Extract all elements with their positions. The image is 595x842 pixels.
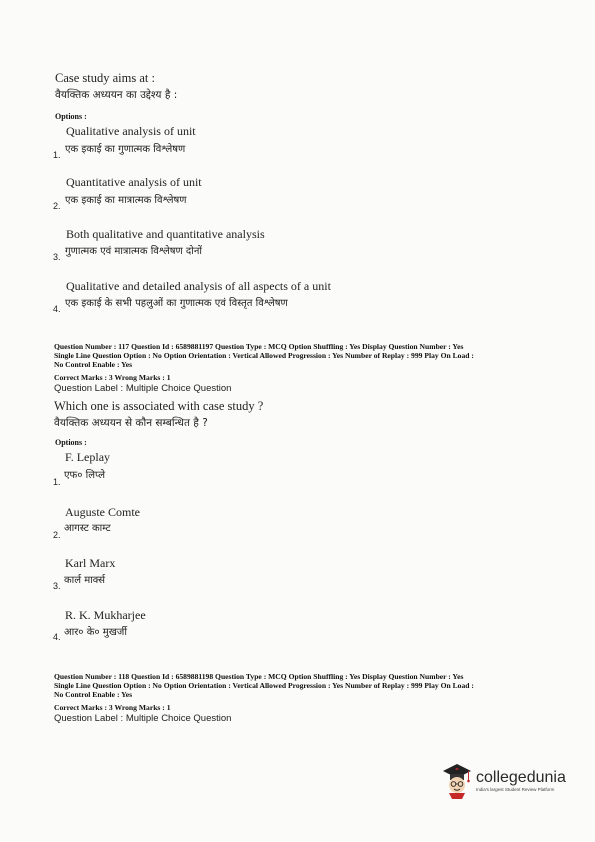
q117-option-2-en: Auguste Comte <box>65 505 140 519</box>
q117-option-4-en: R. K. Mukharjee <box>65 608 146 622</box>
collegedunia-logo <box>441 761 566 799</box>
q117-question-hi: वैयक्तिक अध्ययन से कौन सम्बन्धित है ? <box>54 417 208 429</box>
q117-meta-line-2: Single Line Question Option : No Option Orientation : Vertical Allowed Progression : Yes Number of Replay : 999 Play On Load : <box>54 351 474 360</box>
q116-option-1-number: 1. <box>53 150 61 160</box>
graduate-mascot-icon <box>441 761 473 799</box>
q117-option-4-number: 4. <box>53 632 61 642</box>
q117-question-en: Which one is associated with case study ? <box>54 399 264 413</box>
q116-option-3-en: Both qualitative and quantitative analysis <box>66 227 265 241</box>
q117-option-2-hi: आगस्ट काम्ट <box>64 523 111 534</box>
q116-option-1-hi: एक इकाई का गुणात्मक विश्लेषण <box>65 144 186 155</box>
q117-meta-line-1: Question Number : 117 Question Id : 6589881197 Question Type : MCQ Option Shuffling : Yes Display Question Number : Yes <box>54 342 464 351</box>
q116-option-2-hi: एक इकाई का मात्रात्मक विश्लेषण <box>65 195 187 206</box>
q116-question-en: Case study aims at : <box>55 71 155 85</box>
q117-option-2-number: 2. <box>53 530 61 540</box>
q116-option-3-hi: गुणात्मक एवं मात्रात्मक विश्लेषण दोनों <box>65 246 202 257</box>
q117-options-label: Options : <box>55 438 87 447</box>
q116-option-1-en: Qualitative analysis of unit <box>66 124 196 138</box>
q117-option-3-en: Karl Marx <box>65 556 116 570</box>
q116-option-4-number: 4. <box>53 304 61 314</box>
q118-marks: Correct Marks : 3 Wrong Marks : 1 <box>54 703 171 712</box>
q118-meta-line-1: Question Number : 118 Question Id : 6589881198 Question Type : MCQ Option Shuffling : Yes Display Question Number : Yes <box>54 672 464 681</box>
q118-question-label: Question Label : Multiple Choice Question <box>54 713 232 724</box>
q118-meta-line-2: Single Line Question Option : No Option Orientation : Vertical Allowed Progression : Yes Number of Replay : 999 Play On Load : <box>54 681 474 690</box>
q116-option-2-en: Quantitative analysis of unit <box>66 175 202 189</box>
q116-option-4-en: Qualitative and detailed analysis of all aspects of a unit <box>66 279 331 293</box>
q117-option-1-number: 1. <box>53 477 61 487</box>
q117-marks: Correct Marks : 3 Wrong Marks : 1 <box>54 373 171 382</box>
q118-meta-line-3: No Control Enable : Yes <box>54 690 133 699</box>
q117-option-3-number: 3. <box>53 581 61 591</box>
q116-option-4-hi: एक इकाई के सभी पहलुओं का गुणात्मक एवं विस्तृत विश्लेषण <box>65 298 288 309</box>
q117-option-1-en: F. Leplay <box>65 450 111 464</box>
q116-option-3-number: 3. <box>53 252 61 262</box>
q117-option-4-hi: आर० के० मुखर्जी <box>64 627 127 638</box>
q117-option-1-hi: एफ० लिप्ले <box>64 470 106 481</box>
q116-options-label: Options : <box>55 112 87 121</box>
q117-meta-line-3: No Control Enable : Yes <box>54 360 133 369</box>
logo-wordmark: collegedunia <box>476 768 566 786</box>
q116-option-2-number: 2. <box>53 201 61 211</box>
q116-question-hi: वैयक्तिक अध्ययन का उद्देश्य है : <box>55 89 178 101</box>
logo-tagline: India's largest Student Review Platform <box>476 786 555 792</box>
q117-option-3-hi: कार्ल मार्क्स <box>64 575 105 586</box>
q117-question-label: Question Label : Multiple Choice Question <box>54 383 232 394</box>
